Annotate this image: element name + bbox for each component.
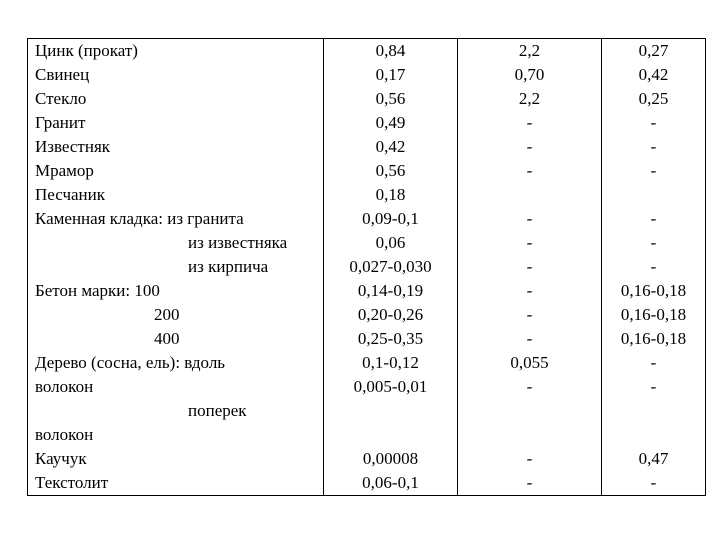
value-cell: -: [526, 329, 533, 348]
value-cell: 0,1-0,12: [362, 353, 419, 372]
value-cell: 0,56: [375, 161, 406, 180]
value-cell: 0,09-0,1: [362, 209, 419, 228]
value-cell: -: [650, 233, 657, 252]
value-cell: -: [526, 209, 533, 228]
value-cell: 0,47: [638, 449, 669, 468]
material-name: из известняка: [188, 233, 288, 252]
material-name: Мрамор: [35, 161, 94, 180]
material-name: Гранит: [35, 113, 86, 132]
value-cell: 0,49: [375, 113, 406, 132]
material-name: 200: [154, 305, 180, 324]
value-cell: -: [650, 377, 657, 396]
value-cell: [602, 423, 705, 447]
value-cell: 0,16-0,18: [620, 305, 687, 324]
value-cell: [602, 183, 705, 207]
value-cell: 0,06: [375, 233, 406, 252]
value-cell: 0,16-0,18: [620, 329, 687, 348]
value-cell: [458, 183, 601, 207]
material-name: волокон: [35, 425, 94, 444]
value-cell: -: [526, 137, 533, 156]
material-name: Известняк: [35, 137, 111, 156]
material-name: Дерево (сосна, ель): вдоль: [35, 353, 226, 372]
value-cell: -: [526, 377, 533, 396]
material-name: Стекло: [35, 89, 87, 108]
value-cell: -: [526, 113, 533, 132]
value-cell: 0,20-0,26: [357, 305, 424, 324]
material-name: Песчаник: [35, 185, 106, 204]
value-cell: [458, 399, 601, 423]
value-cell: -: [526, 257, 533, 276]
value-cell: 0,56: [375, 89, 406, 108]
value-cell: -: [526, 305, 533, 324]
value-cell: [324, 423, 457, 447]
value-cell: 0,16-0,18: [620, 281, 687, 300]
value-cell: -: [526, 473, 533, 492]
value-cell: -: [650, 113, 657, 132]
value-cell: -: [526, 161, 533, 180]
value-cell: 0,17: [375, 65, 406, 84]
value-cell: 0,18: [375, 185, 406, 204]
value-cell: 0,25: [638, 89, 669, 108]
value-cell: -: [650, 161, 657, 180]
value-cell: [602, 399, 705, 423]
value-cell: 0,25-0,35: [357, 329, 424, 348]
value-cell: 0,055: [510, 353, 549, 372]
value-cell: [324, 399, 457, 423]
value-cell: 0,00008: [362, 449, 419, 468]
value-cell: 0,06-0,1: [362, 473, 419, 492]
material-name: 400: [154, 329, 180, 348]
value-cell: 0,84: [375, 41, 406, 60]
value-cell: 0,42: [375, 137, 406, 156]
material-name: Бетон марки: 100: [35, 281, 160, 300]
table-row: [28, 39, 706, 496]
value-cell: 2,2: [518, 41, 541, 60]
value-cell: -: [526, 449, 533, 468]
value-cell: [458, 423, 601, 447]
material-name: поперек: [188, 401, 247, 420]
value-cell: 0,027-0,030: [349, 257, 432, 276]
value-cell: -: [650, 209, 657, 228]
value-cell: 0,14-0,19: [357, 281, 424, 300]
value-column-3: [602, 39, 706, 496]
material-name: Каучук: [35, 449, 87, 468]
value-cell: -: [650, 473, 657, 492]
value-cell: -: [650, 137, 657, 156]
value-cell: -: [650, 353, 657, 372]
value-cell: -: [526, 233, 533, 252]
value-cell: 0,70: [514, 65, 545, 84]
value-cell: -: [650, 257, 657, 276]
value-cell: -: [526, 281, 533, 300]
material-name: Текстолит: [35, 473, 109, 492]
value-cell: 0,005-0,01: [353, 377, 428, 396]
value-column-1: [324, 39, 458, 496]
material-column: [28, 39, 324, 496]
value-cell: 0,27: [638, 41, 669, 60]
material-name: Цинк (прокат): [35, 41, 138, 60]
material-name: из кирпича: [188, 257, 269, 276]
material-name: волокон: [35, 377, 94, 396]
material-name: Каменная кладка: из гранита: [35, 209, 244, 228]
value-cell: 0,42: [638, 65, 669, 84]
value-column-2: [458, 39, 602, 496]
material-name: Свинец: [35, 65, 90, 84]
value-cell: 2,2: [518, 89, 541, 108]
properties-table: [27, 38, 706, 496]
